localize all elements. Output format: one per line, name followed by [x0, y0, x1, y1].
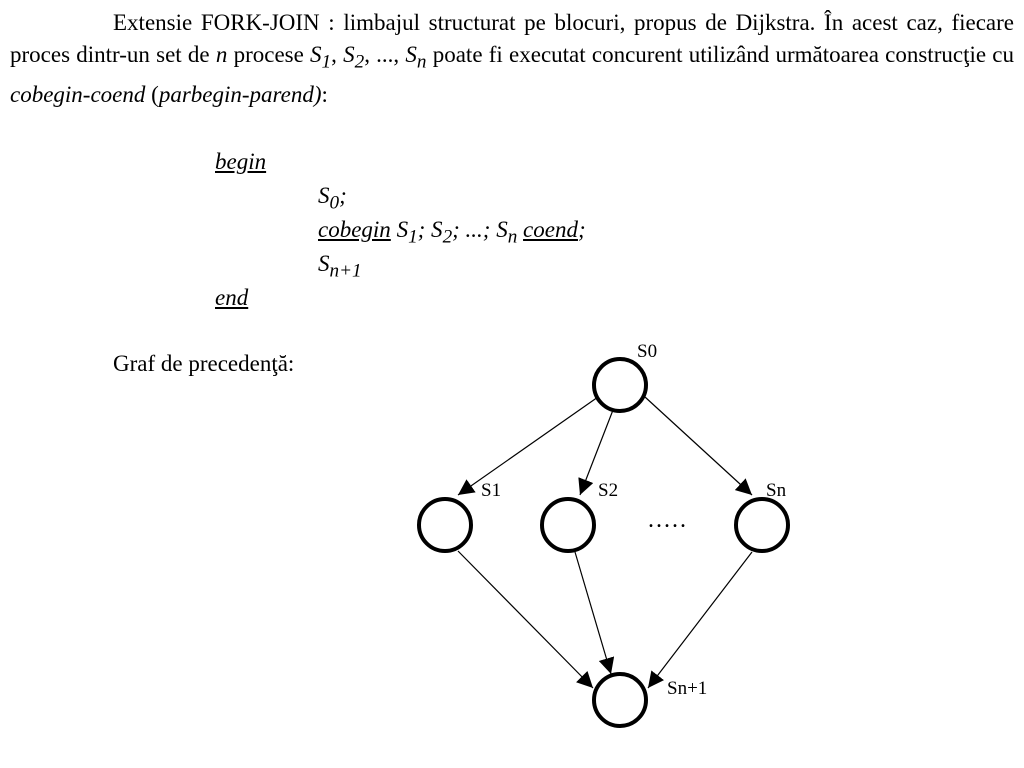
code-cobegin-line: cobegin $S_1$; $S_2$; ...; $S_n$ coend; [318, 217, 586, 248]
edge-s2-snp1 [575, 552, 611, 674]
node-label-s2: S2 [598, 480, 619, 501]
intro-paragraph: Extensie FORK-JOIN : limbajul structurat pe blocuri, propus de Dijkstra. În acest caz, fiecare proces dintr-un set de n procese $S_1$, $S_2$, ..., $S_n$ poate fi executat concurent utilizând următoarea construcţie cu cobegin-coend (parbegin-parend): [10, 10, 1014, 107]
code-s0: $S_0$; [318, 183, 347, 214]
graph-label: Graf de precedenţă: [113, 351, 295, 376]
code-end: end [215, 285, 249, 310]
code-sn-plus-1: $S_{n+1}$ [318, 251, 362, 282]
node-s2 [542, 499, 594, 551]
node-label-sn-plus-1: Sn+1 [667, 678, 708, 699]
edge-sn-snp1 [648, 552, 752, 688]
node-label-sn: Sn [766, 480, 787, 501]
edge-s0-s1 [458, 397, 598, 495]
edge-s0-sn [645, 397, 752, 495]
node-label-s0: S0 [637, 341, 658, 362]
node-sn-plus-1 [594, 674, 646, 726]
node-label-s1: S1 [481, 480, 502, 501]
node-s1 [419, 499, 471, 551]
node-sn [736, 499, 788, 551]
code-begin: begin [215, 149, 267, 174]
ellipsis: ..... [648, 507, 688, 533]
node-s0 [594, 359, 646, 411]
edge-s1-snp1 [458, 551, 593, 688]
